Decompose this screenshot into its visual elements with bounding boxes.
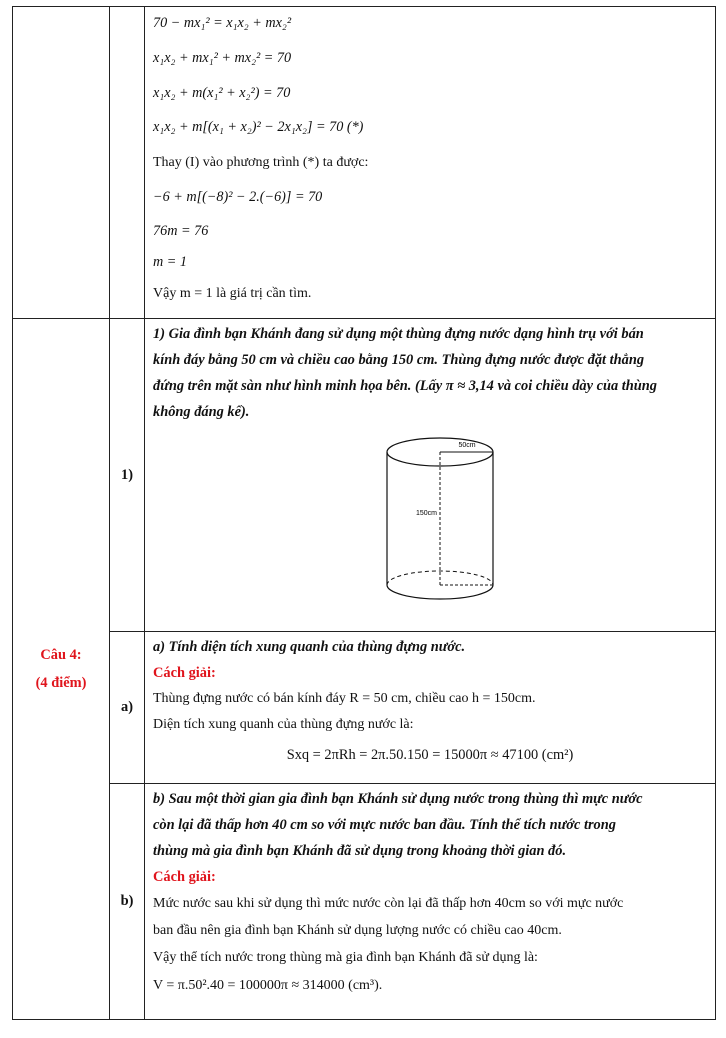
statement-line: đứng trên mặt sàn như hình minh họa bên. (Lấy π ≈ 3,14 và coi chiều dày của thùng: [153, 378, 657, 394]
equation: x₁x₂ + m[(x₁ + x₂)² − 2x₁x₂] = 70 (*): [153, 119, 364, 136]
part-number: a): [121, 699, 133, 715]
equation: m = 1: [153, 254, 188, 270]
part-b-cell: [145, 784, 716, 1020]
problem-statement-cell: [145, 319, 716, 632]
question-number: Câu 4:: [40, 647, 82, 663]
part-b-question-line: còn lại đã thấp hơn 40 cm so với mực nước ban đầu. Tính thể tích nước trong: [153, 817, 616, 833]
lateral-area-formula: Sxq = 2πRh = 2π.50.150 = 15000π ≈ 47100 (cm²): [286, 747, 574, 763]
part-number: 1): [121, 466, 133, 483]
question-label-cell: [13, 319, 110, 1020]
solution-cell: [145, 7, 716, 319]
statement-line: kính đáy bằng 50 cm và chiều cao bằng 150 cm. Thùng đựng nước được đặt thẳng: [153, 352, 645, 368]
volume-formula: V = π.50².40 = 100000π ≈ 314000 (cm³).: [153, 978, 383, 993]
part-number-cell: [110, 319, 145, 632]
radius-label: 50cm: [458, 442, 476, 449]
equation: x₁x₂ + mx₁² + mx₂² = 70: [153, 49, 292, 66]
empty-cell: [110, 7, 145, 319]
height-label: 150cm: [415, 510, 437, 517]
part-a-cell: [145, 632, 716, 784]
text-line: Thay (I) vào phương trình (*) ta được:: [153, 155, 369, 170]
cylinder-bottom-front: [387, 585, 493, 599]
text-line: Diện tích xung quanh của thùng đựng nước là:: [153, 717, 414, 732]
text-line: Vậy thể tích nước trong thùng mà gia đình bạn Khánh đã sử dụng là:: [153, 950, 538, 965]
text-line: ban đầu nên gia đình bạn Khánh sử dụng lượng nước có chiều cao 40cm.: [153, 923, 562, 938]
part-number: b): [120, 893, 134, 909]
text-line: Mức nước sau khi sử dụng thì mức nước còn lại đã thấp hơn 40cm so với mực nước: [153, 896, 624, 911]
cylinder-figure: [365, 435, 515, 615]
statement-line: không đáng kể).: [153, 404, 250, 420]
equation: x₁x₂ + m(x₁² + x₂²) = 70: [153, 84, 291, 101]
equation: 70 − mx₁² = x₁x₂ + mx₂²: [153, 15, 292, 31]
part-number-cell: [110, 784, 145, 1020]
statement-line: 1) Gia đình bạn Khánh đang sử dụng một thùng đựng nước dạng hình trụ với bán: [153, 326, 644, 342]
part-number-cell: [110, 632, 145, 784]
table-row: [13, 319, 716, 632]
solution-heading: Cách giải:: [153, 665, 216, 681]
part-b-question-line: thùng mà gia đình bạn Khánh đã sử dụng trong khoảng thời gian đó.: [153, 843, 567, 859]
part-b-question-line: b) Sau một thời gian gia đình bạn Khánh sử dụng nước trong thùng thì mực nước: [153, 791, 643, 807]
equation: −6 + m[(−8)² − 2.(−6)] = 70: [153, 188, 323, 205]
table-row: [13, 784, 716, 1020]
equation: 76m = 76: [153, 223, 209, 240]
text-line: Thùng đựng nước có bán kính đáy R = 50 cm, chiều cao h = 150cm.: [153, 691, 536, 706]
table-row: [13, 632, 716, 784]
question-points: (4 điểm): [35, 675, 87, 691]
empty-cell: [13, 7, 110, 319]
solution-table: [12, 6, 716, 1020]
table-row: [13, 7, 716, 319]
solution-heading: Cách giải:: [153, 869, 216, 885]
part-a-question: a) Tính diện tích xung quanh của thùng đựng nước.: [153, 639, 466, 655]
conclusion-text: Vậy m = 1 là giá trị cần tìm.: [153, 285, 312, 301]
